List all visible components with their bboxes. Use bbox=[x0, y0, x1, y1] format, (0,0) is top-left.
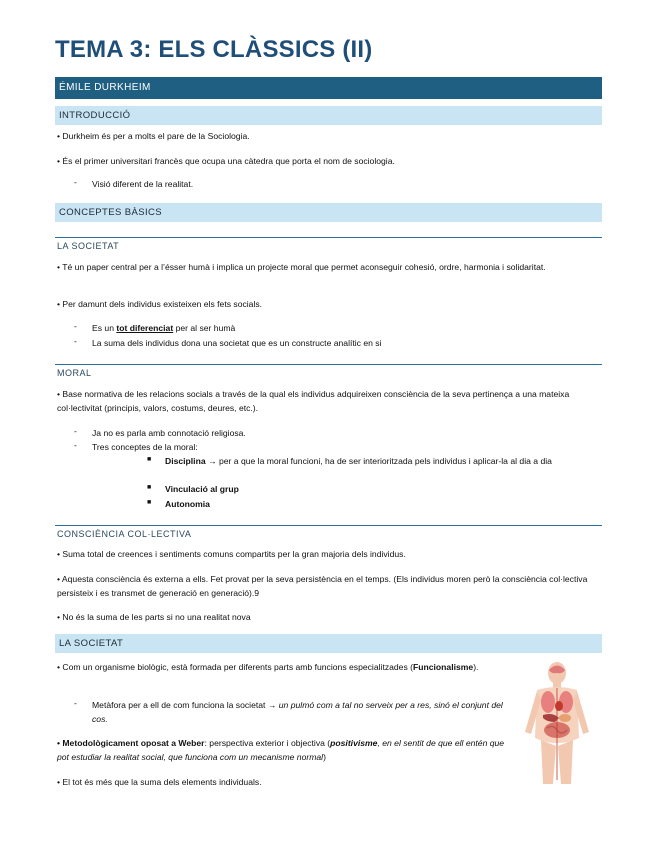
divider bbox=[55, 237, 602, 238]
section-header-introduccio: INTRODUCCIÓ bbox=[55, 106, 602, 125]
consciencia-bullet-1: • Suma total de creences i sentiments comuns compartits per la gran majoria dels individus. bbox=[57, 549, 406, 559]
dash-marker: - bbox=[74, 321, 77, 331]
square-bullet: ■ bbox=[147, 456, 152, 463]
societat2-bullet-1: • Com un organisme biològic, està formada per diferents parts amb funcions especialitzades (Funcionalisme). bbox=[57, 662, 479, 672]
dash-marker: - bbox=[74, 426, 77, 436]
intro-bullet-1: • Durkheim és per a molts el pare de la Sociologia. bbox=[57, 131, 250, 141]
moral-sub-2: Vinculació al grup bbox=[165, 484, 239, 494]
societat2-bullet-3: • El tot és més que la suma dels elements individuals. bbox=[57, 777, 262, 787]
societat-bullet-2: • Per damunt dels individus existeixen els fets socials. bbox=[57, 299, 263, 309]
dash-marker: - bbox=[74, 698, 77, 708]
societat-dash-1: Es un tot diferenciat per al ser humà bbox=[92, 323, 236, 333]
divider bbox=[55, 525, 602, 526]
section-header-societat: LA SOCIETAT bbox=[55, 634, 602, 653]
dash-marker: - bbox=[74, 440, 77, 450]
consciencia-bullet-2: • Aquesta consciència és externa a ells. Fet provat per la seva persistència en el temps. (Els individus moren però la consciència col·lectiva persisteix i es transmet de generació en generació).9 bbox=[57, 574, 588, 598]
moral-sub-3: Autonomia bbox=[165, 499, 210, 509]
dash-marker: - bbox=[74, 336, 77, 346]
intro-dash-1: Visió diferent de la realitat. bbox=[92, 179, 194, 189]
human-anatomy-icon bbox=[517, 660, 597, 786]
section-header-durkheim: ÉMILE DURKHEIM bbox=[55, 77, 602, 99]
societat-bullet-1: • Té un paper central per a l’ésser humà i implica un projecte moral que permet aconseguir cohesió, ordre, harmonia i solidaritat. bbox=[57, 262, 546, 272]
moral-dash-1: Ja no es parla amb connotació religiosa. bbox=[92, 428, 246, 438]
page-title: TEMA 3: ELS CLÀSSICS (II) bbox=[55, 36, 373, 63]
section-header-conceptes: CONCEPTES BÀSICS bbox=[55, 203, 602, 222]
moral-bullet-1: • Base normativa de les relacions socials a través de la qual els individus adquireixen consciència de la seva pertinença a una mateixa col·lectivitat (principis, valors, costums, deures, etc.). bbox=[57, 389, 570, 413]
societat2-bullet-2: • Metodològicament oposat a Weber: perspectiva exterior i objectiva (positivisme, en el sentit de que ell entén que pot estudiar la realitat social, que funciona com un mecanisme normal) bbox=[57, 738, 505, 762]
moral-sub-1: Disciplina → per a que la moral funcioni, ha de ser interioritzada pels individus i aplicar-la al dia a dia bbox=[165, 456, 552, 466]
intro-bullet-2: • És el primer universitari francès que ocupa una càtedra que porta el nom de sociologia. bbox=[57, 156, 395, 166]
dash-marker: - bbox=[74, 177, 77, 187]
moral-dash-2: Tres conceptes de la moral: bbox=[92, 442, 198, 452]
subheading-moral: MORAL bbox=[57, 368, 92, 378]
square-bullet: ■ bbox=[147, 499, 152, 506]
subheading-societat: LA SOCIETAT bbox=[57, 241, 120, 251]
societat-dash-2: La suma dels individus dona una societat que es un constructe analític en si bbox=[92, 338, 382, 348]
societat2-dash-1: Metàfora per a ell de com funciona la societat → un pulmó com a tal no serveix per a res, sinó el conjunt del cos. bbox=[92, 700, 503, 724]
square-bullet: ■ bbox=[147, 484, 152, 491]
subheading-consciencia: CONSCIÈNCIA COL·LECTIVA bbox=[57, 529, 192, 539]
divider bbox=[55, 364, 602, 365]
consciencia-bullet-3: • No és la suma de les parts si no una realitat nova bbox=[57, 612, 251, 622]
